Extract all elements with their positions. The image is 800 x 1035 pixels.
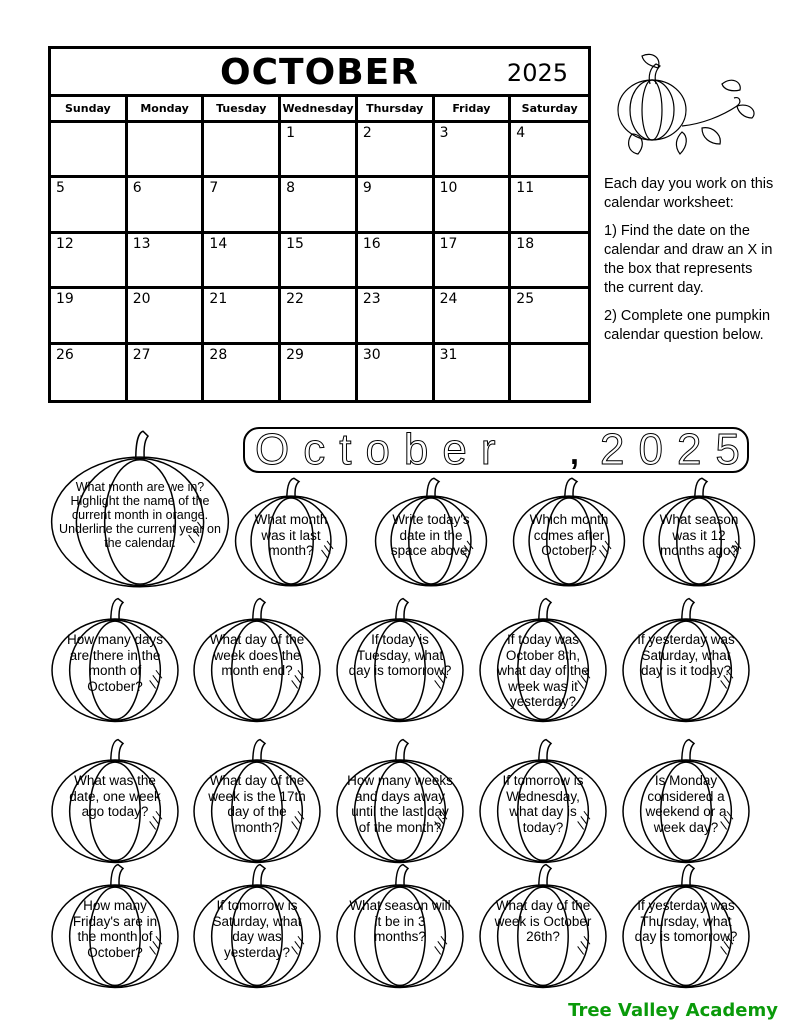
calendar-day-cell[interactable]: 6 [128, 178, 205, 233]
calendar-day-cell[interactable] [51, 123, 128, 178]
question-text: What day of the week is October 26th? [494, 898, 592, 944]
pumpkin-question [476, 862, 610, 990]
dow-sunday: Sunday [51, 97, 128, 120]
calendar-day-cell[interactable]: 26 [51, 345, 128, 400]
question-text: If tomorrow is Wednesday, what day is today? [502, 773, 584, 835]
pumpkin-question [232, 476, 350, 588]
question-text: What day of the week does the month end? [209, 632, 305, 678]
calendar-day-cell[interactable]: 24 [435, 289, 512, 344]
question-text: How many Friday's are in the month of October? [72, 898, 158, 960]
pumpkin-question [619, 737, 753, 865]
calendar-day-cell[interactable] [204, 123, 281, 178]
calendar-day-cell[interactable]: 4 [511, 123, 588, 178]
pumpkin-question [190, 596, 324, 724]
pumpkin-question [333, 737, 467, 865]
pumpkin-question [619, 596, 753, 724]
pumpkin-question [640, 476, 758, 588]
pumpkin-question [190, 737, 324, 865]
instructions-step-1: 1) Find the date on the calendar and draw an X in the box that represents the current day. [604, 223, 773, 296]
calendar-day-cell[interactable]: 15 [281, 234, 358, 289]
calendar-day-cell[interactable]: 22 [281, 289, 358, 344]
question-text: Is Monday considered a weekend or a week day? [645, 773, 727, 835]
dow-thursday: Thursday [358, 97, 435, 120]
calendar-day-cell[interactable]: 21 [204, 289, 281, 344]
calendar-day-cell[interactable]: 2 [358, 123, 435, 178]
pumpkin-question [48, 596, 182, 724]
calendar-day-cell[interactable]: 11 [511, 178, 588, 233]
dow-wednesday: Wednesday [281, 97, 358, 120]
calendar-day-cell[interactable]: 27 [128, 345, 205, 400]
pumpkin-question [619, 862, 753, 990]
days-of-week-row [51, 97, 588, 123]
instructions-intro: Each day you work on this calendar worksheet: [604, 176, 774, 211]
instructions-step-2: 2) Complete one pumpkin calendar question below. [604, 308, 771, 343]
calendar-day-cell[interactable]: 10 [435, 178, 512, 233]
calendar-day-cell[interactable]: 25 [511, 289, 588, 344]
calendar-day-cell[interactable]: 3 [435, 123, 512, 178]
trace-month: October [255, 425, 510, 474]
calendar-day-cell[interactable]: 19 [51, 289, 128, 344]
calendar-day-cell[interactable]: 5 [51, 178, 128, 233]
question-text: If tomorrow is Saturday, what day was yesterday? [212, 898, 302, 960]
calendar-day-cell[interactable]: 17 [435, 234, 512, 289]
instructions [604, 175, 774, 354]
calendar-day-cell[interactable] [511, 345, 588, 400]
calendar-day-cell[interactable]: 14 [204, 234, 281, 289]
pumpkin-vine-icon [612, 46, 762, 161]
question-text: What season will it be in 3 months? [349, 898, 451, 944]
calendar-day-cell[interactable]: 1 [281, 123, 358, 178]
calendar-day-cell[interactable]: 18 [511, 234, 588, 289]
question-text: Write today's date in the space above. [390, 512, 472, 558]
dow-tuesday: Tuesday [204, 97, 281, 120]
calendar-month-title: OCTOBER [220, 52, 419, 93]
question-text: What was the date, one week ago today? [69, 773, 161, 819]
question-text: If today is Tuesday, what day is tomorrow? [348, 632, 452, 678]
dow-friday: Friday [435, 97, 512, 120]
pumpkin-question [510, 476, 628, 588]
trace-comma: , [570, 435, 579, 471]
brand-footer: Tree Valley Academy [568, 1000, 778, 1021]
date-trace-banner[interactable] [243, 425, 754, 474]
question-text: What month was it last month? [254, 512, 328, 558]
calendar-day-cell[interactable]: 31 [435, 345, 512, 400]
calendar-grid [51, 123, 588, 400]
dow-saturday: Saturday [521, 102, 578, 115]
calendar-year: 2025 [506, 59, 568, 87]
pumpkin-question [476, 596, 610, 724]
pumpkin-question [48, 737, 182, 865]
calendar-day-cell[interactable]: 8 [281, 178, 358, 233]
question-text: What season was it 12 months ago? [659, 512, 739, 558]
question-text: What month are we in? Highlight the name of the current month in orange. Underline the current year on the calendar. [59, 480, 221, 550]
calendar-day-cell[interactable] [128, 123, 205, 178]
calendar-day-cell[interactable]: 23 [358, 289, 435, 344]
calendar-day-cell[interactable]: 28 [204, 345, 281, 400]
pumpkin-question [333, 862, 467, 990]
pumpkin-question [476, 737, 610, 865]
calendar-day-cell[interactable]: 9 [358, 178, 435, 233]
question-text: If yesterday was Saturday, what day is it today? [637, 632, 735, 678]
pumpkin-question [190, 862, 324, 990]
question-text: If yesterday was Thursday, what day is tomorrow? [634, 898, 738, 944]
dow-monday: Monday [128, 97, 205, 120]
pumpkin-question [333, 596, 467, 724]
question-text: How many weeks and days away until the last day of the month? [347, 773, 453, 835]
october-calendar [48, 46, 591, 403]
question-text: How many days are there in the month of October? [66, 632, 164, 694]
pumpkin-question [372, 476, 490, 588]
question-text: What day of the week is the 17th day of the month? [208, 773, 306, 835]
calendar-day-cell[interactable]: 13 [128, 234, 205, 289]
trace-year: 2025 [600, 425, 754, 474]
question-text: If today was October 8th, what day of the week was it yesterday? [497, 632, 589, 709]
question-text: Which month comes after October? [529, 512, 609, 558]
calendar-day-cell[interactable]: 16 [358, 234, 435, 289]
pumpkin-question [46, 428, 234, 590]
calendar-header [51, 49, 588, 97]
pumpkin-question [48, 862, 182, 990]
calendar-day-cell[interactable]: 29 [281, 345, 358, 400]
calendar-day-cell[interactable]: 20 [128, 289, 205, 344]
calendar-day-cell[interactable]: 30 [358, 345, 435, 400]
calendar-day-cell[interactable]: 7 [204, 178, 281, 233]
calendar-day-cell[interactable]: 12 [51, 234, 128, 289]
